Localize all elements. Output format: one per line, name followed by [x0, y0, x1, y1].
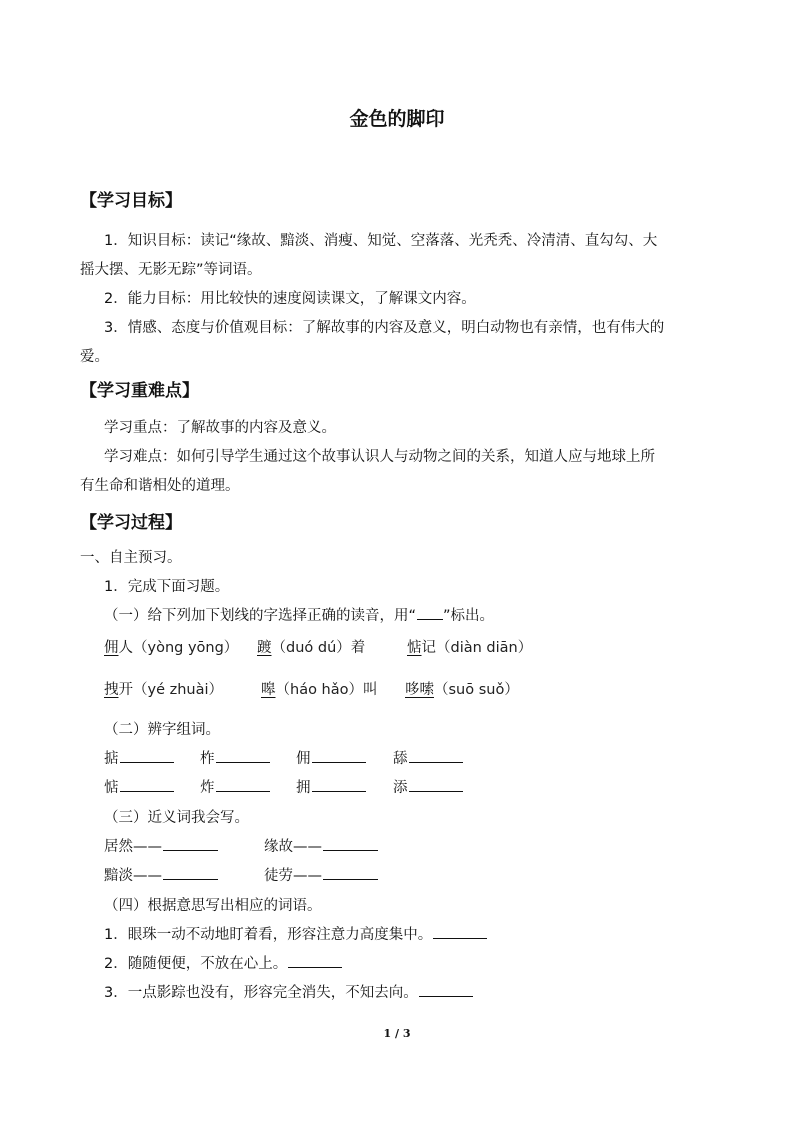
answer-blank — [163, 849, 218, 851]
goal-item-3-line-1: 3．情感、态度与价值观目标：了解故事的内容及意义，明白动物也有亲情，也有伟大的 — [104, 320, 665, 336]
meaning-text: 1．眼珠一动不动地盯着看，形容注意力高度集中。 — [104, 927, 433, 943]
synonym-row-1 — [104, 833, 378, 862]
sub-question-1-prefix: （一）给下列加下划线的字选择正确的读音，用“ — [104, 608, 417, 624]
char: 拥 — [296, 780, 311, 796]
underlined-char: 佣 — [104, 640, 119, 656]
word-blank-item — [200, 774, 296, 803]
pinyin-options: （suō suǒ） — [434, 682, 519, 698]
pinyin-options: （yé zhuài） — [133, 682, 224, 698]
pinyin-options: （háo hǎo）叫 — [275, 682, 378, 698]
key-point-focus: 学习重点：了解故事的内容及意义。 — [104, 420, 336, 436]
answer-blank — [120, 790, 174, 792]
answer-blank — [163, 878, 218, 880]
answer-blank — [323, 849, 378, 851]
answer-blank — [409, 761, 463, 763]
word-blank-item — [104, 745, 200, 774]
answer-blank — [433, 937, 487, 939]
meaning-item-2 — [104, 950, 342, 979]
char: 惦 — [104, 780, 119, 796]
meaning-item-1 — [104, 921, 487, 950]
sub-question-1 — [104, 602, 494, 631]
meaning-text: 3．一点影踪也没有，形容完全消失，不知去向。 — [104, 985, 418, 1001]
section-heading-process: 【学习过程】 — [80, 513, 182, 533]
answer-blank — [419, 995, 473, 997]
answer-blank — [216, 790, 270, 792]
part-1-heading: 一、自主预习。 — [80, 550, 182, 566]
sub-question-1-suffix: ”标出。 — [443, 608, 495, 624]
underlined-char: 踱 — [257, 640, 272, 656]
underlined-char: 嗥 — [261, 682, 276, 698]
answer-blank — [216, 761, 270, 763]
word-blank-item — [296, 745, 393, 774]
word-blank-item — [200, 745, 296, 774]
pinyin-choice — [405, 676, 519, 705]
answer-blank — [409, 790, 463, 792]
char-rest: 开 — [118, 682, 133, 698]
answer-blank — [312, 761, 366, 763]
pinyin-options: （duó dú）着 — [271, 640, 366, 656]
underlined-char: 惦 — [407, 640, 422, 656]
char: 佣 — [296, 751, 311, 767]
pinyin-options: （diàn diān） — [436, 640, 533, 656]
word: 黯淡—— — [104, 868, 162, 884]
pinyin-choice — [257, 634, 407, 663]
word-blank-item — [104, 774, 200, 803]
underlined-char: 哆嗦 — [405, 682, 434, 698]
question-1: 1．完成下面习题。 — [104, 579, 230, 595]
goal-item-3-line-2: 爱。 — [80, 349, 109, 365]
synonym-item — [104, 862, 264, 891]
pinyin-options: （yòng yōng） — [133, 640, 239, 656]
answer-blank — [323, 878, 378, 880]
word: 缘故—— — [264, 839, 322, 855]
sub-question-4-heading: （四）根据意思写出相应的词语。 — [104, 898, 322, 914]
underlined-char: 拽 — [104, 682, 119, 698]
word-blank-item — [296, 774, 393, 803]
page-title: 金色的脚印 — [349, 108, 445, 130]
char-rest: 人 — [118, 640, 133, 656]
sub-question-2-heading: （二）辨字组词。 — [104, 722, 220, 738]
answer-blank — [120, 761, 174, 763]
goal-item-1-line-1: 1．知识目标：读记“缘故、黯淡、消瘦、知觉、空落落、光秃秃、冷清清、直勾勾、大 — [104, 233, 658, 249]
char: 添 — [393, 780, 408, 796]
page-number: 1 / 3 — [383, 1027, 411, 1040]
goal-item-2: 2．能力目标：用比较快的速度阅读课文，了解课文内容。 — [104, 291, 476, 307]
word: 居然—— — [104, 839, 162, 855]
synonym-item — [264, 862, 378, 891]
answer-blank — [288, 966, 342, 968]
pinyin-choice — [407, 634, 532, 663]
pinyin-row-1 — [104, 634, 532, 663]
char: 柞 — [200, 751, 215, 767]
char: 舔 — [393, 751, 408, 767]
meaning-item-3 — [104, 979, 473, 1008]
char: 掂 — [104, 751, 119, 767]
word: 徒劳—— — [264, 868, 322, 884]
answer-blank — [312, 790, 366, 792]
word-blank-item — [393, 745, 463, 774]
synonym-item — [264, 833, 378, 862]
pinyin-row-2 — [104, 676, 519, 705]
pinyin-choice — [261, 676, 405, 705]
key-point-difficulty-line-2: 有生命和谐相处的道理。 — [80, 478, 240, 494]
word-group-row-2 — [104, 774, 463, 803]
pinyin-choice — [104, 676, 261, 705]
key-point-difficulty-line-1: 学习难点：如何引导学生通过这个故事认识人与动物之间的关系，知道人应与地球上所 — [104, 449, 655, 465]
char-rest: 记 — [421, 640, 436, 656]
mark-blank — [417, 618, 443, 620]
section-heading-goals: 【学习目标】 — [80, 191, 182, 211]
section-heading-key-points: 【学习重难点】 — [80, 381, 199, 401]
synonym-row-2 — [104, 862, 378, 891]
word-group-row-1 — [104, 745, 463, 774]
synonym-item — [104, 833, 264, 862]
sub-question-3-heading: （三）近义词我会写。 — [104, 810, 249, 826]
word-blank-item — [393, 774, 463, 803]
char: 炸 — [200, 780, 215, 796]
pinyin-choice — [104, 634, 257, 663]
goal-item-1-line-2: 摇大摆、无影无踪”等词语。 — [80, 262, 262, 278]
meaning-text: 2．随随便便，不放在心上。 — [104, 956, 288, 972]
